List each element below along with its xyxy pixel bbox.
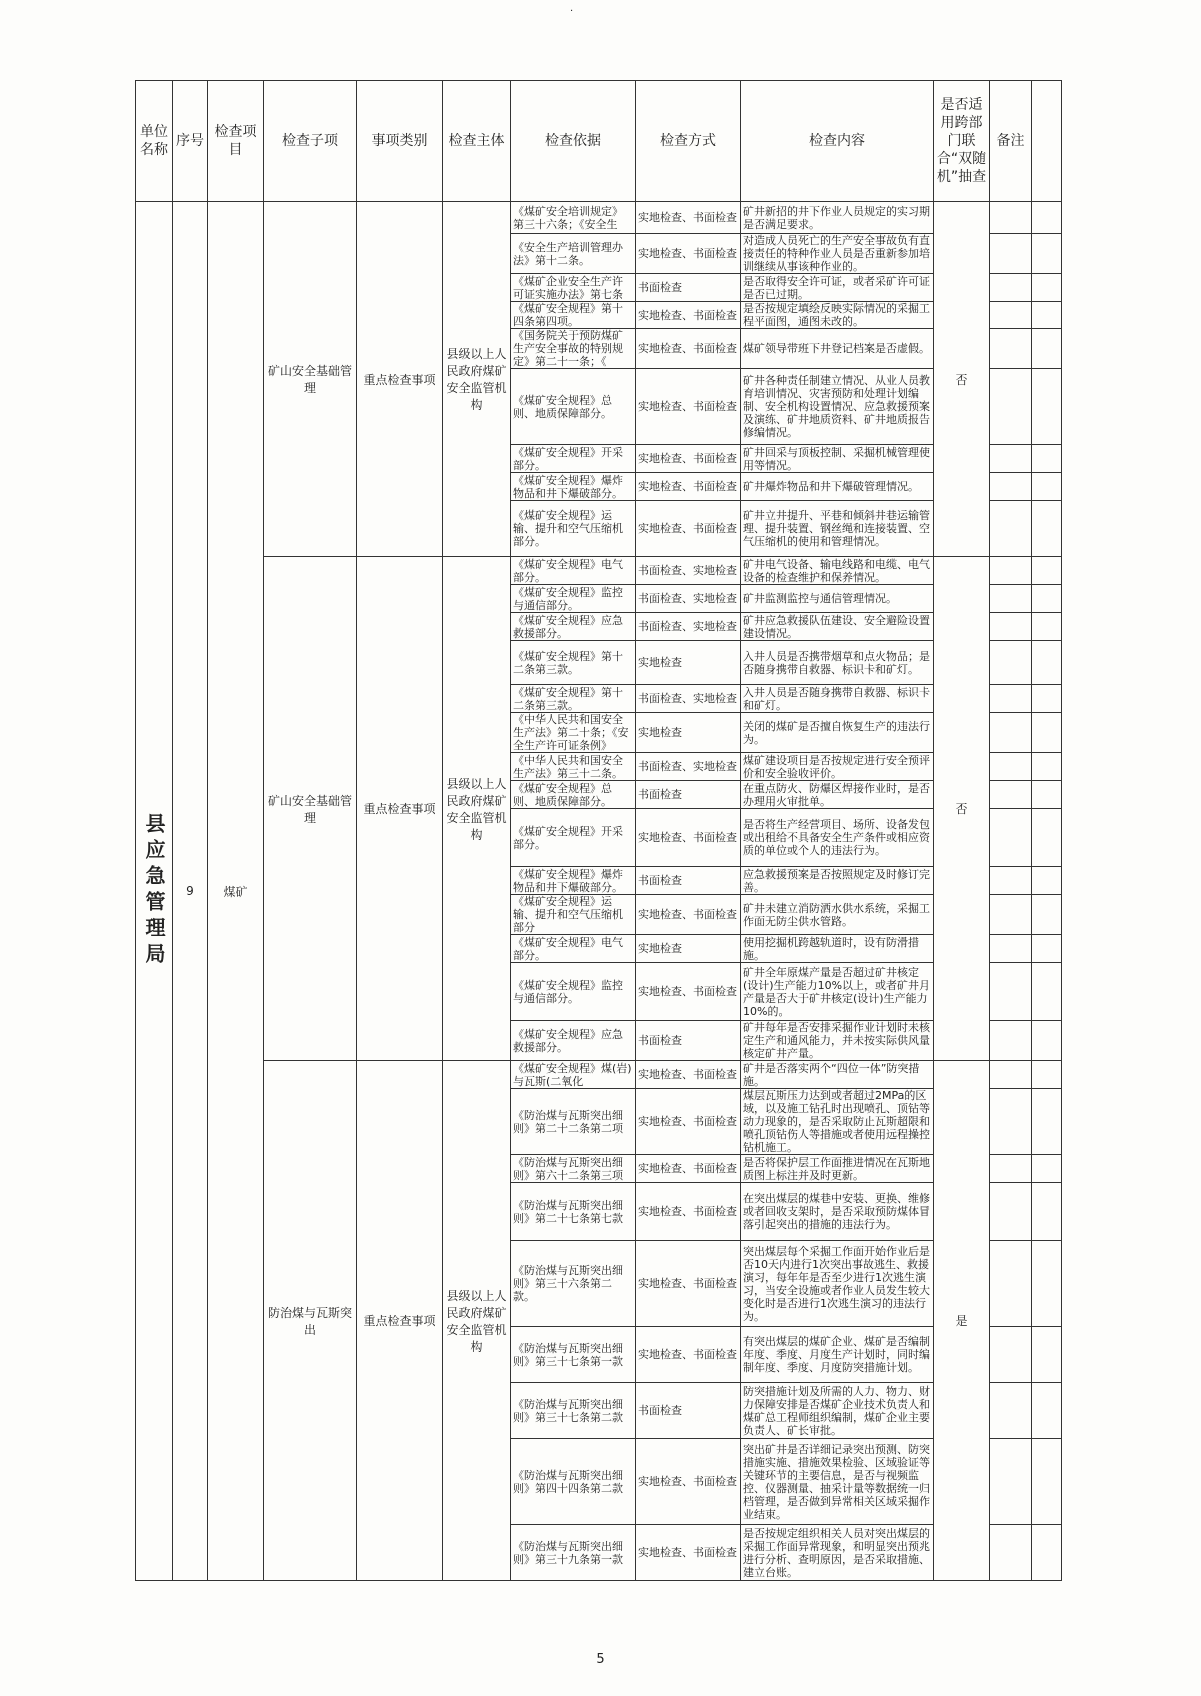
content-cell: 在重点防火、防爆区焊接作业时，是否办理用火审批单。 (741, 781, 934, 809)
remark-cell (990, 895, 1032, 935)
extra-cell (1032, 685, 1062, 713)
category-cell: 重点检查事项 (357, 202, 443, 557)
method-cell: 实地检查、书面检查 (636, 445, 741, 473)
method-cell: 实地检查、书面检查 (636, 202, 741, 234)
remark-cell (990, 1021, 1032, 1061)
table-row (136, 557, 1062, 585)
joint-cell: 否 (934, 202, 990, 557)
scan-mark: · (570, 6, 574, 17)
extra-cell (1032, 613, 1062, 641)
content-cell: 矿井每年是否安排采掘作业计划时未核定生产和通风能力，并未按实际供风量核定矿井产量。 (741, 1021, 934, 1061)
extra-cell (1032, 1021, 1062, 1061)
content-cell: 是否将生产经营项目、场所、设备发包或出租给不具备安全生产条件或相应资质的单位或个人的违法行为。 (741, 809, 934, 867)
basis-cell: 《煤矿安全规程》监控与通信部分。 (511, 585, 636, 613)
remark-cell (990, 501, 1032, 557)
basis-cell: 《防治煤与瓦斯突出细则》第四十四条第二款 (511, 1439, 636, 1525)
extra-cell (1032, 1525, 1062, 1581)
header-blank (1032, 81, 1062, 202)
basis-cell: 《煤矿安全规程》第十二条第三款。 (511, 685, 636, 713)
extra-cell (1032, 445, 1062, 473)
method-cell: 实地检查、书面检查 (636, 1241, 741, 1327)
method-cell: 书面检查、实地检查 (636, 685, 741, 713)
remark-cell (990, 302, 1032, 329)
extra-cell (1032, 809, 1062, 867)
extra-cell (1032, 329, 1062, 369)
content-cell: 矿井立井提升、平巷和倾斜井巷运输管理、提升装置、钢丝绳和连接装置、空气压缩机的使用和管理情况。 (741, 501, 934, 557)
remark-cell (990, 557, 1032, 585)
basis-cell: 《煤矿安全规程》监控与通信部分。 (511, 963, 636, 1021)
method-cell: 实地检查、书面检查 (636, 1525, 741, 1581)
extra-cell (1032, 963, 1062, 1021)
header-subject: 检查主体 (443, 81, 511, 202)
method-cell: 实地检查、书面检查 (636, 1089, 741, 1155)
method-cell: 书面检查、实地检查 (636, 557, 741, 585)
extra-cell (1032, 1383, 1062, 1439)
basis-cell: 《煤矿安全规程》第十二条第三款。 (511, 641, 636, 685)
extra-cell (1032, 234, 1062, 274)
content-cell: 是否按规定填绘反映实际情况的采掘工程平面图，通图未改的。 (741, 302, 934, 329)
method-cell: 实地检查、书面检查 (636, 234, 741, 274)
basis-cell: 《中华人民共和国安全生产法》第二十条；《安全生产许可证条例》 (511, 713, 636, 753)
basis-cell: 《煤矿安全规程》总则、地质保障部分。 (511, 369, 636, 445)
header-row (136, 81, 1062, 202)
header-basis: 检查依据 (511, 81, 636, 202)
method-cell: 书面检查、实地检查 (636, 585, 741, 613)
content-cell: 矿井各种责任制建立情况、从业人员教育培训情况、灾害预防和处理计划编制、安全机构设置情况、应急救援预案及演练、矿井地质资料、矿井地质报告修编情况。 (741, 369, 934, 445)
extra-cell (1032, 895, 1062, 935)
remark-cell (990, 585, 1032, 613)
remark-cell (990, 1439, 1032, 1525)
basis-cell: 《防治煤与瓦斯突出细则》第三十七条第一款 (511, 1327, 636, 1383)
remark-cell (990, 809, 1032, 867)
content-cell: 入井人员是否携带烟草和点火物品；是否随身携带自救器、标识卡和矿灯。 (741, 641, 934, 685)
method-cell: 实地检查、书面检查 (636, 302, 741, 329)
item-cell: 煤矿 (208, 202, 264, 1581)
basis-cell: 《煤矿安全规程》电气部分。 (511, 557, 636, 585)
subject-cell: 县级以上人民政府煤矿安全监管机构 (443, 557, 511, 1061)
basis-cell: 《煤矿安全规程》煤(岩)与瓦斯(二氧化 (511, 1061, 636, 1089)
content-cell: 煤矿建设项目是否按规定进行安全预评价和安全验收评价。 (741, 753, 934, 781)
page-number: 5 (596, 1652, 605, 1667)
remark-cell (990, 781, 1032, 809)
header-remark: 备注 (990, 81, 1032, 202)
basis-cell: 《防治煤与瓦斯突出细则》第二十七条第七款 (511, 1183, 636, 1241)
basis-cell: 《防治煤与瓦斯突出细则》第六十二条第三项 (511, 1155, 636, 1183)
method-cell: 实地检查、书面检查 (636, 1183, 741, 1241)
extra-cell (1032, 641, 1062, 685)
content-cell: 矿井回采与顶板控制、采掘机械管理使用等情况。 (741, 445, 934, 473)
header-item: 检查项目 (208, 81, 264, 202)
method-cell: 书面检查、实地检查 (636, 753, 741, 781)
remark-cell (990, 613, 1032, 641)
seq-cell: 9 (173, 202, 208, 1581)
subject-cell: 县级以上人民政府煤矿安全监管机构 (443, 1061, 511, 1581)
extra-cell (1032, 1155, 1062, 1183)
joint-cell: 否 (934, 557, 990, 1061)
content-cell: 矿井全年原煤产量是否超过矿井核定(设计)生产能力10%以上，或者矿井月产量是否大于矿井核定(设计)生产能力10%的。 (741, 963, 934, 1021)
content-cell: 是否取得安全许可证，或者采矿许可证是否已过期。 (741, 274, 934, 302)
content-cell: 在突出煤层的煤巷中安装、更换、维修或者回收支架时，是否采取预防煤体冒落引起突出的措施的违法行为。 (741, 1183, 934, 1241)
content-cell: 矿井爆炸物品和井下爆破管理情况。 (741, 473, 934, 501)
extra-cell (1032, 369, 1062, 445)
basis-cell: 《煤矿企业安全生产许可证实施办法》第七条 (511, 274, 636, 302)
basis-cell: 《中华人民共和国安全生产法》第三十二条。 (511, 753, 636, 781)
remark-cell (990, 202, 1032, 234)
content-cell: 矿井监测监控与通信管理情况。 (741, 585, 934, 613)
header-method: 检查方式 (636, 81, 741, 202)
joint-cell: 是 (934, 1061, 990, 1581)
subitem-cell: 矿山安全基础管理 (264, 557, 357, 1061)
header-category: 事项类别 (357, 81, 443, 202)
unit-name-cell: 县应急管理局 (136, 202, 173, 1581)
content-cell: 使用挖掘机跨越轨道时，设有防滑措施。 (741, 935, 934, 963)
content-cell: 突出煤层每个采掘工作面开始作业后是否10天内进行1次突出事故逃生、救援演习，每年年是否至少进行1次逃生演习，当安全设施或者作业人员发生较大变化时是否进行1次逃生演习的违法行为。 (741, 1241, 934, 1327)
method-cell: 实地检查 (636, 641, 741, 685)
remark-cell (990, 234, 1032, 274)
basis-cell: 《煤矿安全规程》爆炸物品和井下爆破部分。 (511, 867, 636, 895)
extra-cell (1032, 935, 1062, 963)
remark-cell (990, 369, 1032, 445)
method-cell: 实地检查、书面检查 (636, 963, 741, 1021)
remark-cell (990, 473, 1032, 501)
remark-cell (990, 713, 1032, 753)
method-cell: 实地检查、书面检查 (636, 1439, 741, 1525)
method-cell: 书面检查 (636, 1383, 741, 1439)
remark-cell (990, 1327, 1032, 1383)
method-cell: 实地检查 (636, 713, 741, 753)
category-cell: 重点检查事项 (357, 557, 443, 1061)
content-cell: 矿井新招的井下作业人员规定的实习期是否满足要求。 (741, 202, 934, 234)
basis-cell: 《防治煤与瓦斯突出细则》第二十二条第二项 (511, 1089, 636, 1155)
extra-cell (1032, 585, 1062, 613)
content-cell: 矿井未建立消防洒水供水系统，采掘工作面无防尘供水管路。 (741, 895, 934, 935)
remark-cell (990, 935, 1032, 963)
content-cell: 煤层瓦斯压力达到或者超过2MPa的区域，以及施工钻孔时出现喷孔、顶钻等动力现象的，是否采取防止瓦斯超限和喷孔顶钻伤人等措施或者使用远程操控钻机施工。 (741, 1089, 934, 1155)
table-row (136, 1061, 1062, 1089)
extra-cell (1032, 1439, 1062, 1525)
remark-cell (990, 445, 1032, 473)
header-joint: 是否适用跨部门联合“双随机”抽查 (934, 81, 990, 202)
extra-cell (1032, 473, 1062, 501)
basis-cell: 《防治煤与瓦斯突出细则》第三十七条第二款 (511, 1383, 636, 1439)
remark-cell (990, 685, 1032, 713)
remark-cell (990, 1241, 1032, 1327)
content-cell: 对造成人员死亡的生产安全事故负有直接责任的特种作业人员是否重新参加培训继续从事该种作业的。 (741, 234, 934, 274)
extra-cell (1032, 1241, 1062, 1327)
basis-cell: 《煤矿安全规程》电气部分。 (511, 935, 636, 963)
remark-cell (990, 641, 1032, 685)
basis-cell: 《国务院关于预防煤矿生产安全事故的特别规定》第二十一条；《 (511, 329, 636, 369)
content-cell: 突出矿井是否详细记录突出预测、防突措施实施、措施效果检验、区域验证等关键环节的主要信息，是否与视频监控、仪器测量、抽采计量等数据统一归档管理，是否做到异常相关区域采掘作业结束。 (741, 1439, 934, 1525)
remark-cell (990, 1089, 1032, 1155)
remark-cell (990, 753, 1032, 781)
basis-cell: 《煤矿安全规程》总则、地质保障部分。 (511, 781, 636, 809)
basis-cell: 《防治煤与瓦斯突出细则》第三十六条第二款。 (511, 1241, 636, 1327)
method-cell: 实地检查 (636, 935, 741, 963)
table-row (136, 202, 1062, 234)
method-cell: 实地检查、书面检查 (636, 473, 741, 501)
method-cell: 实地检查、书面检查 (636, 809, 741, 867)
method-cell: 实地检查、书面检查 (636, 329, 741, 369)
extra-cell (1032, 713, 1062, 753)
content-cell: 入井人员是否随身携带自救器、标识卡和矿灯。 (741, 685, 934, 713)
basis-cell: 《煤矿安全规程》开采部分。 (511, 809, 636, 867)
content-cell: 矿井应急救援队伍建设、安全避险设置建设情况。 (741, 613, 934, 641)
content-cell: 是否按规定组织相关人员对突出煤层的采掘工作面异常现象，和明显突出预兆进行分析、查明原因，是否采取措施、建立台账。 (741, 1525, 934, 1581)
content-cell: 煤矿领导带班下井登记档案是否虚假。 (741, 329, 934, 369)
content-cell: 矿井电气设备、输电线路和电缆、电气设备的检查维护和保养情况。 (741, 557, 934, 585)
content-cell: 关闭的煤矿是否擅自恢复生产的违法行为。 (741, 713, 934, 753)
header-content: 检查内容 (741, 81, 934, 202)
basis-cell: 《煤矿安全规程》运输、提升和空气压缩机部分。 (511, 501, 636, 557)
basis-cell: 《煤矿安全规程》爆炸物品和井下爆破部分。 (511, 473, 636, 501)
extra-cell (1032, 501, 1062, 557)
basis-cell: 《煤矿安全规程》第十四条第四项。 (511, 302, 636, 329)
content-cell: 是否将保护层工作面推进情况在瓦斯地质图上标注并及时更新。 (741, 1155, 934, 1183)
header-seq: 序号 (173, 81, 208, 202)
extra-cell (1032, 753, 1062, 781)
method-cell: 书面检查 (636, 274, 741, 302)
subitem-cell: 防治煤与瓦斯突出 (264, 1061, 357, 1581)
remark-cell (990, 867, 1032, 895)
basis-cell: 《煤矿安全规程》应急救援部分。 (511, 1021, 636, 1061)
extra-cell (1032, 867, 1062, 895)
subitem-cell: 矿山安全基础管理 (264, 202, 357, 557)
method-cell: 实地检查、书面检查 (636, 1155, 741, 1183)
basis-cell: 《安全生产培训管理办法》第十二条。 (511, 234, 636, 274)
basis-cell: 《煤矿安全培训规定》第三十六条；《安全生 (511, 202, 636, 234)
inspection-table (135, 80, 1062, 1581)
content-cell: 矿井是否落实两个“四位一体”防突措施。 (741, 1061, 934, 1089)
extra-cell (1032, 1061, 1062, 1089)
extra-cell (1032, 274, 1062, 302)
extra-cell (1032, 202, 1062, 234)
header-unit: 单位名称 (136, 81, 173, 202)
method-cell: 书面检查 (636, 867, 741, 895)
category-cell: 重点检查事项 (357, 1061, 443, 1581)
remark-cell (990, 1383, 1032, 1439)
extra-cell (1032, 302, 1062, 329)
subject-cell: 县级以上人民政府煤矿安全监管机构 (443, 202, 511, 557)
method-cell: 书面检查 (636, 781, 741, 809)
remark-cell (990, 1061, 1032, 1089)
content-cell: 有突出煤层的煤矿企业、煤矿是否编制年度、季度、月度生产计划时，同时编制年度、季度、月度防突措施计划。 (741, 1327, 934, 1383)
remark-cell (990, 963, 1032, 1021)
method-cell: 实地检查、书面检查 (636, 1061, 741, 1089)
extra-cell (1032, 1327, 1062, 1383)
extra-cell (1032, 781, 1062, 809)
method-cell: 实地检查、书面检查 (636, 1327, 741, 1383)
basis-cell: 《防治煤与瓦斯突出细则》第三十九条第一款 (511, 1525, 636, 1581)
method-cell: 实地检查、书面检查 (636, 369, 741, 445)
method-cell: 实地检查、书面检查 (636, 895, 741, 935)
remark-cell (990, 274, 1032, 302)
basis-cell: 《煤矿安全规程》运输、提升和空气压缩机部分 (511, 895, 636, 935)
extra-cell (1032, 557, 1062, 585)
remark-cell (990, 329, 1032, 369)
method-cell: 书面检查、实地检查 (636, 613, 741, 641)
basis-cell: 《煤矿安全规程》开采部分。 (511, 445, 636, 473)
method-cell: 实地检查、书面检查 (636, 501, 741, 557)
extra-cell (1032, 1183, 1062, 1241)
content-cell: 应急救援预案是否按照规定及时修订完善。 (741, 867, 934, 895)
basis-cell: 《煤矿安全规程》应急救援部分。 (511, 613, 636, 641)
method-cell: 书面检查 (636, 1021, 741, 1061)
remark-cell (990, 1183, 1032, 1241)
content-cell: 防突措施计划及所需的人力、物力、财力保障安排是否煤矿企业技术负责人和煤矿总工程师组织编制，煤矿企业主要负责人、矿长审批。 (741, 1383, 934, 1439)
remark-cell (990, 1155, 1032, 1183)
remark-cell (990, 1525, 1032, 1581)
header-subitem: 检查子项 (264, 81, 357, 202)
extra-cell (1032, 1089, 1062, 1155)
